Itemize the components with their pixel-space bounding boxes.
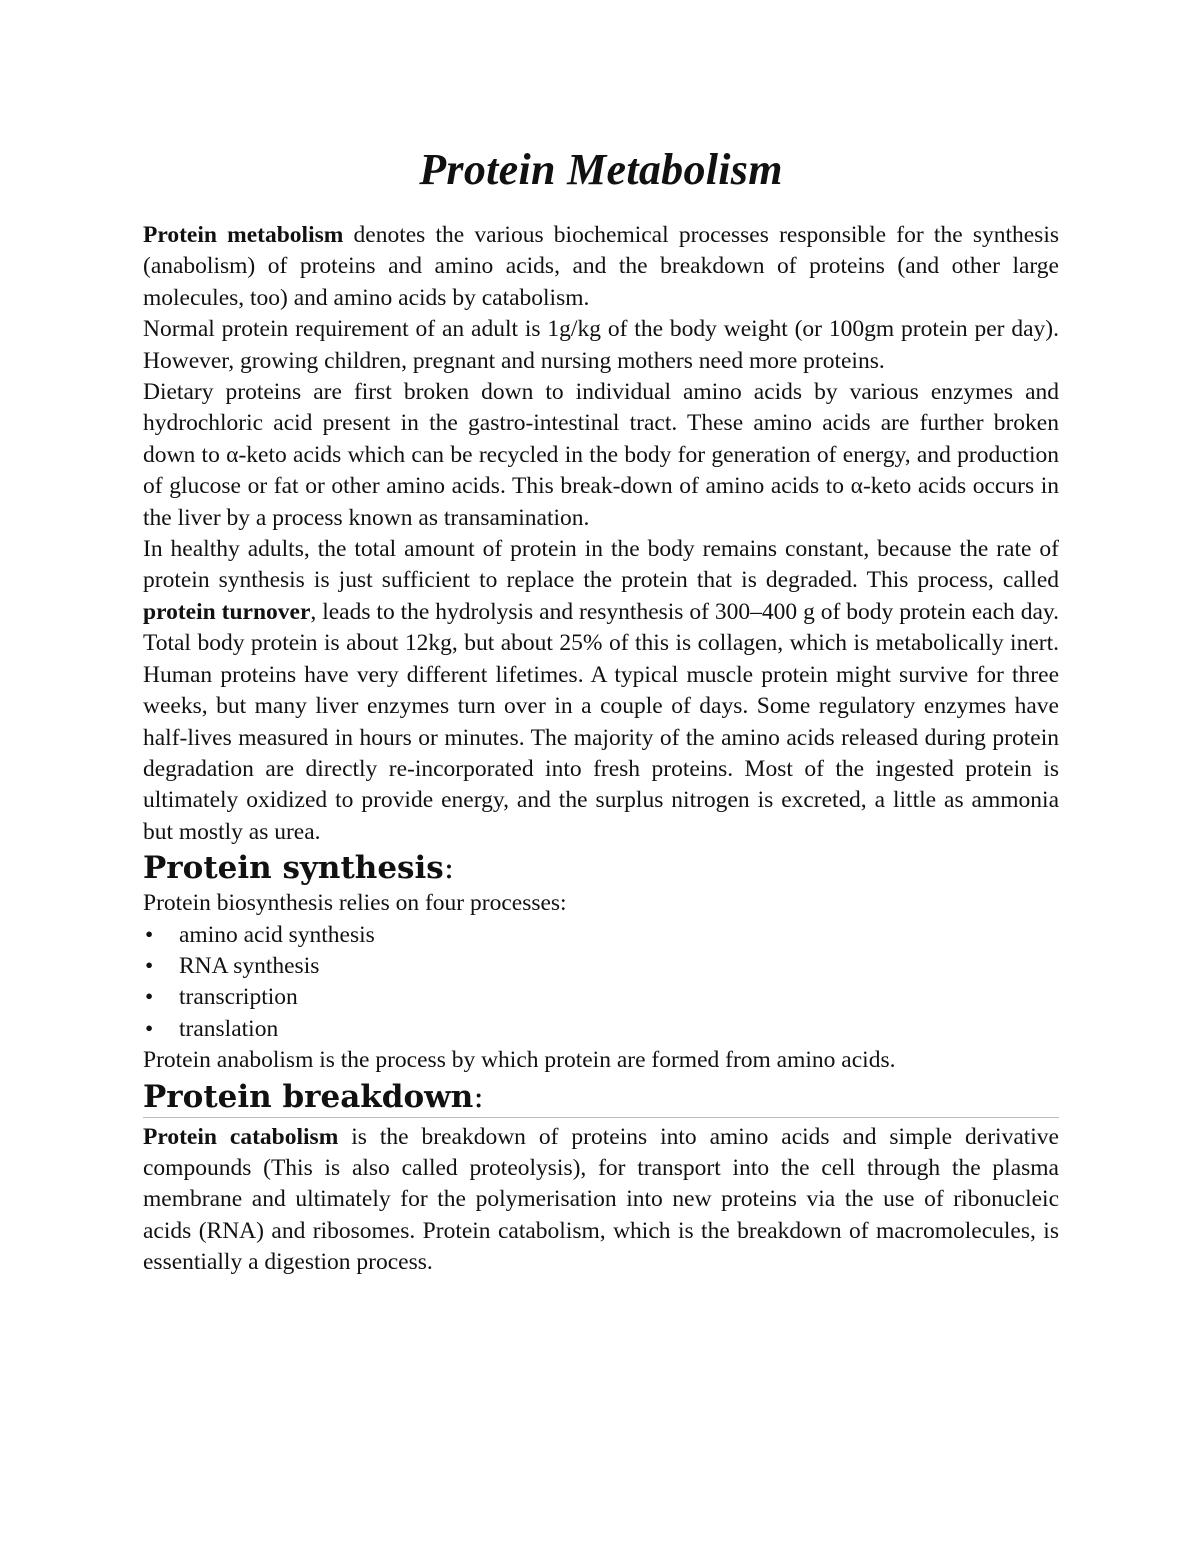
list-item — [143, 951, 1059, 982]
list-item-label: amino acid synthesis — [179, 921, 375, 948]
page-title: Protein Metabolism — [419, 145, 783, 194]
list-item — [143, 1014, 1059, 1045]
turnover-text-before: In healthy adults, the total amount of protein in the body remains constant, because the rate of protein synthesis is just sufficient to replace the protein that is degraded. This process, called — [143, 536, 1059, 594]
bullet-icon: • — [145, 984, 154, 1011]
breakdown-heading-text: Protein breakdown — [143, 1078, 474, 1115]
breakdown-heading — [143, 1079, 1059, 1118]
synthesis-heading-colon: : — [443, 850, 455, 887]
bullet-icon: • — [145, 921, 154, 948]
bullet-icon: • — [145, 1015, 154, 1042]
breakdown-heading-colon: : — [473, 1078, 484, 1115]
synthesis-process-list — [143, 920, 1059, 1046]
requirement-paragraph: Normal protein requirement of an adult is 1g/kg of the body weight (or 100gm protein per day). However, growing children, pregnant and nursing mothers need more proteins. — [143, 316, 1059, 374]
list-item-label: translation — [179, 1015, 279, 1042]
list-item-label: transcription — [179, 984, 298, 1011]
anabolism-paragraph: Protein anabolism is the process by which protein are formed from amino acids. — [143, 1047, 896, 1074]
intro-term: Protein metabolism — [143, 222, 344, 248]
list-item — [143, 982, 1059, 1013]
intro-text: denotes the various biochemical processes responsible for the synthesis (anabolism) of proteins and amino acids, and the breakdown of proteins (and other large molecules, too) and amino acids by catabolism. — [143, 222, 1059, 311]
intro-paragraph — [143, 220, 1059, 314]
synthesis-heading — [143, 850, 1059, 886]
catabolism-paragraph — [143, 1122, 1059, 1279]
synthesis-heading-text: Protein synthesis — [143, 850, 444, 887]
catabolism-term: Protein catabolism — [143, 1123, 339, 1150]
synthesis-lead: Protein biosynthesis relies on four processes: — [143, 890, 567, 917]
dietary-paragraph: Dietary proteins are first broken down to individual amino acids by various enzymes and hydrochloric acid present in the gastro-intestinal tract. These amino acids are further broken down to α-keto acids which can be recycled in the body for generation of energy, and production of glucose or fat or other amino acids. This break-down of amino acids to α-keto acids occurs in the liver by a process known as transamination. — [143, 379, 1059, 531]
list-item-label: RNA synthesis — [179, 952, 320, 979]
list-item — [143, 920, 1059, 951]
turnover-text-after: , leads to the hydrolysis and resynthesis of 300–400 g of body protein each day. Total body protein is about 12kg, but about 25% of this is collagen, which is metabolically inert. Human proteins have very different lifetimes. A typical muscle protein might survive for three weeks, but many liver enzymes turn over in a couple of days. Some regulatory enzymes have half-lives measured in hours or minutes. The majority of the amino acids released during protein degradation are directly re-incorporated into fresh proteins. Most of the ingested protein is ultimately oxidized to provide energy, and the surplus nitrogen is excreted, a little as ammonia but mostly as urea. — [143, 598, 1059, 845]
catabolism-text: is the breakdown of proteins into amino acids and simple derivative compounds (This is also called proteolysis), for transport into the cell through the plasma membrane and ultimately for the polymerisation into new proteins via the use of ribonucleic acids (RNA) and ribosomes. Protein catabolism, which is the breakdown of macromolecules, is essentially a digestion process. — [143, 1123, 1059, 1276]
turnover-term: protein turnover — [143, 598, 311, 625]
document-page — [143, 140, 1059, 1279]
turnover-paragraph — [143, 534, 1059, 848]
bullet-icon: • — [145, 952, 154, 979]
